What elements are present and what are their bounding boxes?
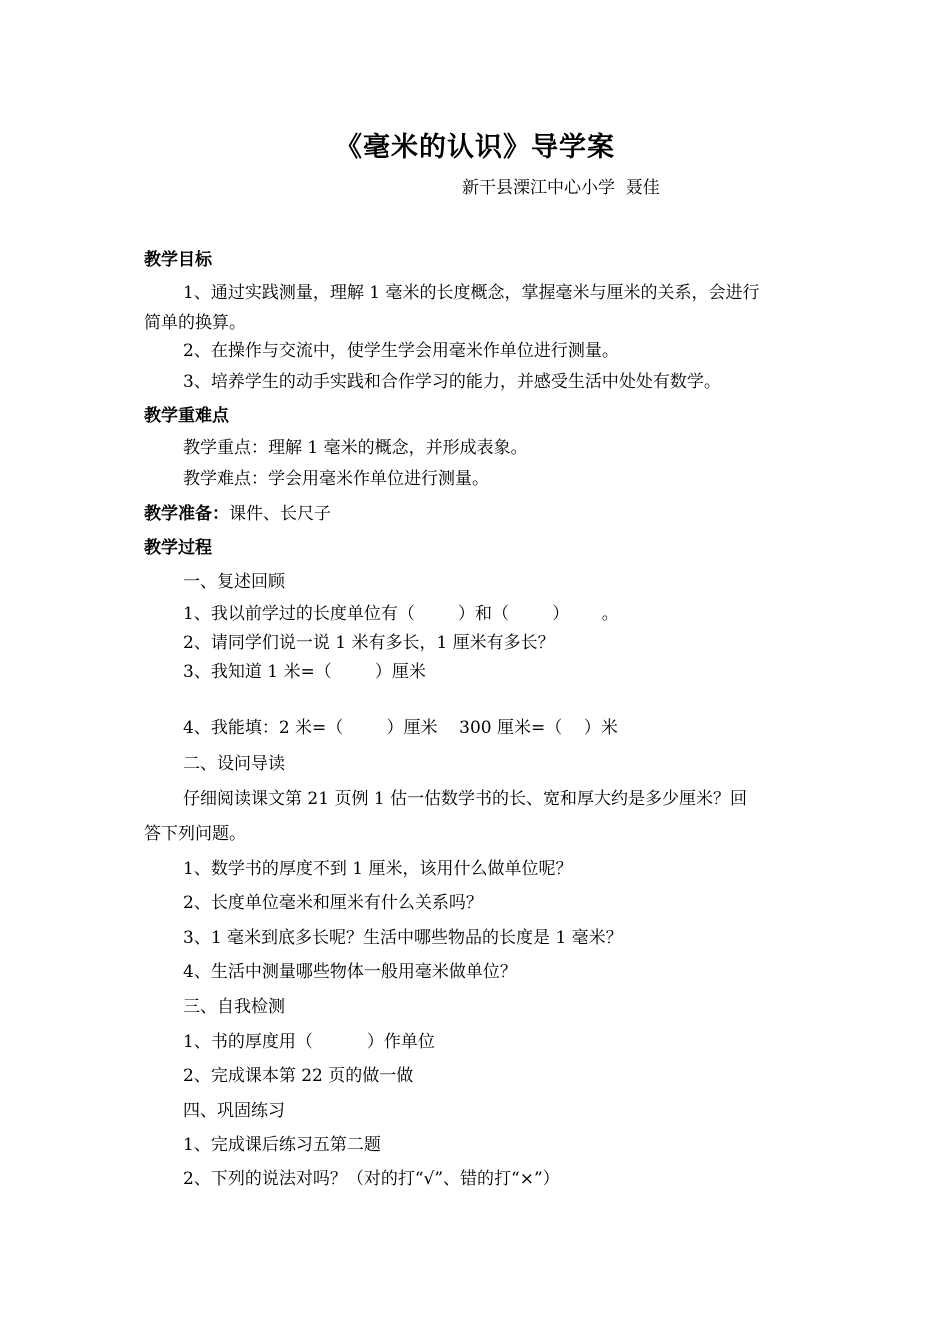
section-2-intro-line-1: 仔细阅读课文第 21 页例 1 估一估数学书的长、宽和厚大约是多少厘米？回: [183, 789, 748, 809]
document-title: 《毫米的认识》导学案: [335, 132, 615, 163]
section-4-title: 四、巩固练习: [183, 1101, 285, 1121]
section-3-question-1: 1、书的厚度用（ ）作单位: [183, 1032, 435, 1052]
section-3-title: 三、自我检测: [183, 997, 285, 1017]
section-2-question-3: 3、1 毫米到底多长呢？生活中哪些物品的长度是 1 毫米？: [183, 928, 623, 948]
preparation-label: 教学准备：: [144, 504, 229, 524]
document-author: 新干县溧江中心小学 聂佳: [462, 178, 660, 198]
section-1-question-1: 1、我以前学过的长度单位有（ ）和（ ） 。: [183, 604, 619, 624]
section-2-title: 二、设问导读: [183, 754, 285, 774]
section-2-question-2: 2、长度单位毫米和厘米有什么关系吗？: [183, 893, 483, 913]
section-4-question-1: 1、完成课后练习五第二题: [183, 1135, 381, 1155]
goal-item-2: 2、在操作与交流中，使学生学会用毫米作单位进行测量。: [183, 341, 619, 361]
preparation-line: [144, 502, 331, 526]
goals-heading: 教学目标: [144, 250, 212, 270]
process-heading: 教学过程: [144, 538, 212, 558]
section-2-question-4: 4、生活中测量哪些物体一般用毫米做单位？: [183, 962, 517, 982]
goal-item-1-line-2: 简单的换算。: [144, 313, 246, 333]
goal-item-3: 3、培养学生的动手实践和合作学习的能力，并感受生活中处处有数学。: [183, 372, 721, 392]
section-2-intro-line-2: 答下列问题。: [144, 824, 246, 844]
key-points-heading: 教学重难点: [144, 406, 229, 426]
section-1-question-3: 3、我知道 1 米=（ ）厘米: [183, 662, 426, 682]
key-point-focus: 教学重点：理解 1 毫米的概念，并形成表象。: [183, 438, 528, 458]
section-3-question-2: 2、完成课本第 22 页的做一做: [183, 1066, 414, 1086]
section-2-question-1: 1、数学书的厚度不到 1 厘米，该用什么做单位呢？: [183, 859, 573, 879]
section-4-question-2: 2、下列的说法对吗？（对的打“√”、错的打“×”）: [183, 1169, 560, 1189]
preparation-value: 课件、长尺子: [229, 504, 331, 524]
goal-item-1-line-1: 1、通过实践测量，理解 1 毫米的长度概念，掌握毫米与厘米的关系，会进行: [183, 283, 760, 303]
section-1-question-2: 2、请同学们说一说 1 米有多长，1 厘米有多长？: [183, 633, 555, 653]
section-1-title: 一、复述回顾: [183, 572, 285, 592]
key-point-difficulty: 教学难点：学会用毫米作单位进行测量。: [183, 469, 489, 489]
section-1-question-4: 4、我能填：2 米=（ ）厘米 300 厘米=（ ）米: [183, 718, 618, 738]
